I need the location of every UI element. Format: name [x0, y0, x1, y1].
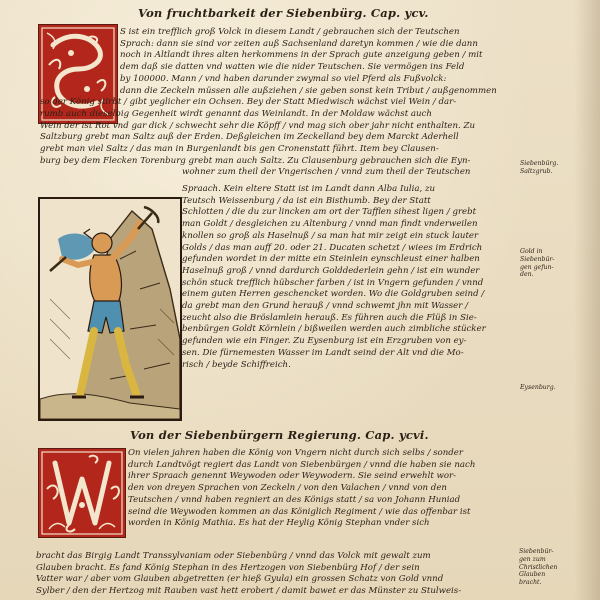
text-line: risch / beyde Schiffreich. [182, 359, 291, 370]
text-line: grebt man viel Saltz / das man in Burgenlandt bis gen Cronenstatt führt. Item bey Clausen- [40, 144, 439, 155]
text-line: ihrer Spraach genennt Weywoden oder Weywodern. Sie seind erwehlt wor- [128, 471, 457, 482]
text-line: schön stuck trefflich hübscher farben / ist in Vngern gefunden / vnnd [182, 277, 484, 288]
margin-note-line: gen zum [519, 555, 546, 563]
text-line: da grebt man den Grund herauß / vnnd schwemt jhn mit Wasser / [182, 301, 468, 312]
text-line: knollen so groß als Haselnuß / sa man hat mir zeigt ein stuck lauter [182, 230, 479, 241]
ornate-initial-letter-2 [38, 448, 126, 538]
text-line: dem daß sie datten vnd watten wie die nider Teutschen. Sie vermögen ins Feld [120, 62, 465, 73]
text-line: Schlotten / die du zur lincken am ort der Tafflen sihest ligen / grebt [182, 207, 477, 218]
text-line: zeucht also die Bröslamlein herauß. Es führen auch die Flüß in Sie- [182, 312, 477, 323]
text-line: den von dreyen Sprachen von Zeckeln / von den Valachen / vnnd von den [128, 483, 447, 494]
page-edge-shadow [574, 0, 600, 600]
text-line: Teutsch Weissenburg / da ist ein Bisthumb. Bey der Statt [182, 195, 431, 206]
miner-woodcut-illustration [38, 197, 182, 421]
margin-note-line: Glauben [519, 571, 546, 579]
text-line: Teutschen / vnnd haben regniert an des Königs statt / sa von Johann Huniad [128, 494, 461, 505]
text-line: dann die Zeckeln müssen alle außziehen / sie geben sonst kein Tribut / außgenommen [120, 85, 497, 96]
chapter-heading-fertility: Von fruchtbarkeit der Siebenbürg. Cap. ycv. [138, 6, 429, 20]
margin-note-line: Siebenbür- [519, 548, 554, 555]
text-line: Glauben bracht. Es fand König Stephan in des Hertzogen von Siebenbürg Hof / der sein [36, 562, 420, 573]
text-line: Wein der ist Rot vnd gar dick / schwecht sehr die Köpff / vnd mag sich ober jahr nicht enthalten. Zu [40, 120, 475, 131]
margin-note-line: den. [520, 271, 534, 279]
text-line: wohner zum theil der Vngerischen / vnnd zum theil der Teutschen [182, 167, 471, 178]
text-line: Sprach: dann sie sind vor zeiten auß Sachsenland daretyn kommen / wie die dann [120, 38, 478, 49]
text-line: On vielen jahren haben die König von Vngern nicht durch sich selbs / sonder [128, 448, 463, 458]
margin-note-line: Eysenburg. [520, 384, 556, 391]
text-line: durch Landtvögt regiert das Landt von Siebenbürgen / vnnd die haben sie nach [128, 459, 476, 470]
text-line: so der König stirbt / gibt yeglicher ein Ochsen. Bey der Statt Miedwisch wächst viel Wein / dar- [40, 97, 457, 108]
text-line: Spraach. Kein eltere Statt ist im Landt dann Alba Iulia, zu [182, 184, 436, 194]
margin-note-line: Christlichen [519, 563, 558, 571]
text-line: man Goldt / desgleichen zu Altenburg / vnnd man findt vnderweilen [182, 219, 478, 230]
text-line: benbürgen Goldt Körnlein / bißweilen werden auch zimbliche stücker [182, 324, 486, 335]
paragraph-fertility [40, 27, 497, 179]
margin-note-line: Gold in [520, 248, 543, 255]
text-line: worden in König Mathia. Es hat der Heylig König Stephan vnder sich [128, 518, 430, 529]
chapter-heading-government: Von der Siebenbürgern Regierung. Cap. ycvi. [130, 428, 429, 442]
text-line: seind die Weywoden kommen an das Königlich Regiment / wie das offenbar ist [128, 506, 471, 517]
margin-note-faith [519, 548, 557, 587]
margin-note-line: Siebenbür- [520, 255, 555, 263]
text-line: S ist ein trefflich groß Volck in diesem Landt / gebrauchen sich der Teutschen [120, 27, 460, 37]
margin-note-line: gen gefun- [520, 263, 554, 271]
margin-note-line: Saltzgrub. [520, 167, 553, 175]
text-line: by 100000. Mann / vnd haben darunder zwymal so viel Pferd als Fußvolck: [120, 73, 447, 84]
text-line: Vatter war / aber vom Glauben abgetretten (er hieß Gyula) ein grossen Schatz von Gold vnnd [36, 574, 444, 585]
text-line: rumb auch dieselbig Gegenheit wirdt genannt das Weinlandt. In der Moldaw wächst auch [40, 108, 432, 119]
text-line: gefunden wie ein Finger. Zu Eysenburg ist ein Erzgruben von ey- [182, 336, 467, 347]
paragraph-gold [182, 184, 486, 371]
text-line: einem guten Herren geschencket worden. Wo die Goldgruben seind / [182, 289, 485, 300]
margin-note-gold [520, 248, 554, 279]
text-line: bracht das Birgig Landt Transsylvaniam oder Siebenbürg / vnnd das Volck mit gewalt zum [36, 551, 431, 561]
margin-note-iron [520, 384, 556, 392]
text-line: Haselnuß groß / vnnd dardurch Golddederlein gehn / ist ein wunder [182, 265, 480, 276]
text-line: gefunden wordet in der mitte ein Steinlein eynschleust einer halben [182, 254, 480, 265]
margin-note-line: Siebenbürg. [520, 160, 559, 167]
margin-note-salt [520, 160, 558, 176]
text-line: sen. Die fürnemesten Wasser im Landt seind der Alt vnd die Mo- [182, 347, 464, 358]
paragraph-conversion [36, 551, 461, 598]
text-line: Golds / das man auff 20. oder 21. Ducaten schetzt / wiees im Erdrich [182, 242, 483, 253]
text-line: Sylber / den der Hertzog mit Rauben vast hett erobert / damit bawet er das Münster zu Stulweis- [36, 586, 462, 597]
paragraph-government [128, 448, 475, 530]
text-line: Saltzburg grebt man Saltz auß der Erden. Deßgleichen im Zeckelland bey dem Marckt Aderhell [40, 132, 459, 143]
margin-note-line: bracht. [519, 579, 542, 587]
text-line: burg bey dem Flecken Torenburg grebt man auch Saltz. Zu Clausenburg gebrauchen sich die Eyn- [40, 155, 471, 166]
text-line: noch in Altlandt ihres alten herkommens in der Sprach gute anzeigung geben / mit [120, 50, 483, 61]
